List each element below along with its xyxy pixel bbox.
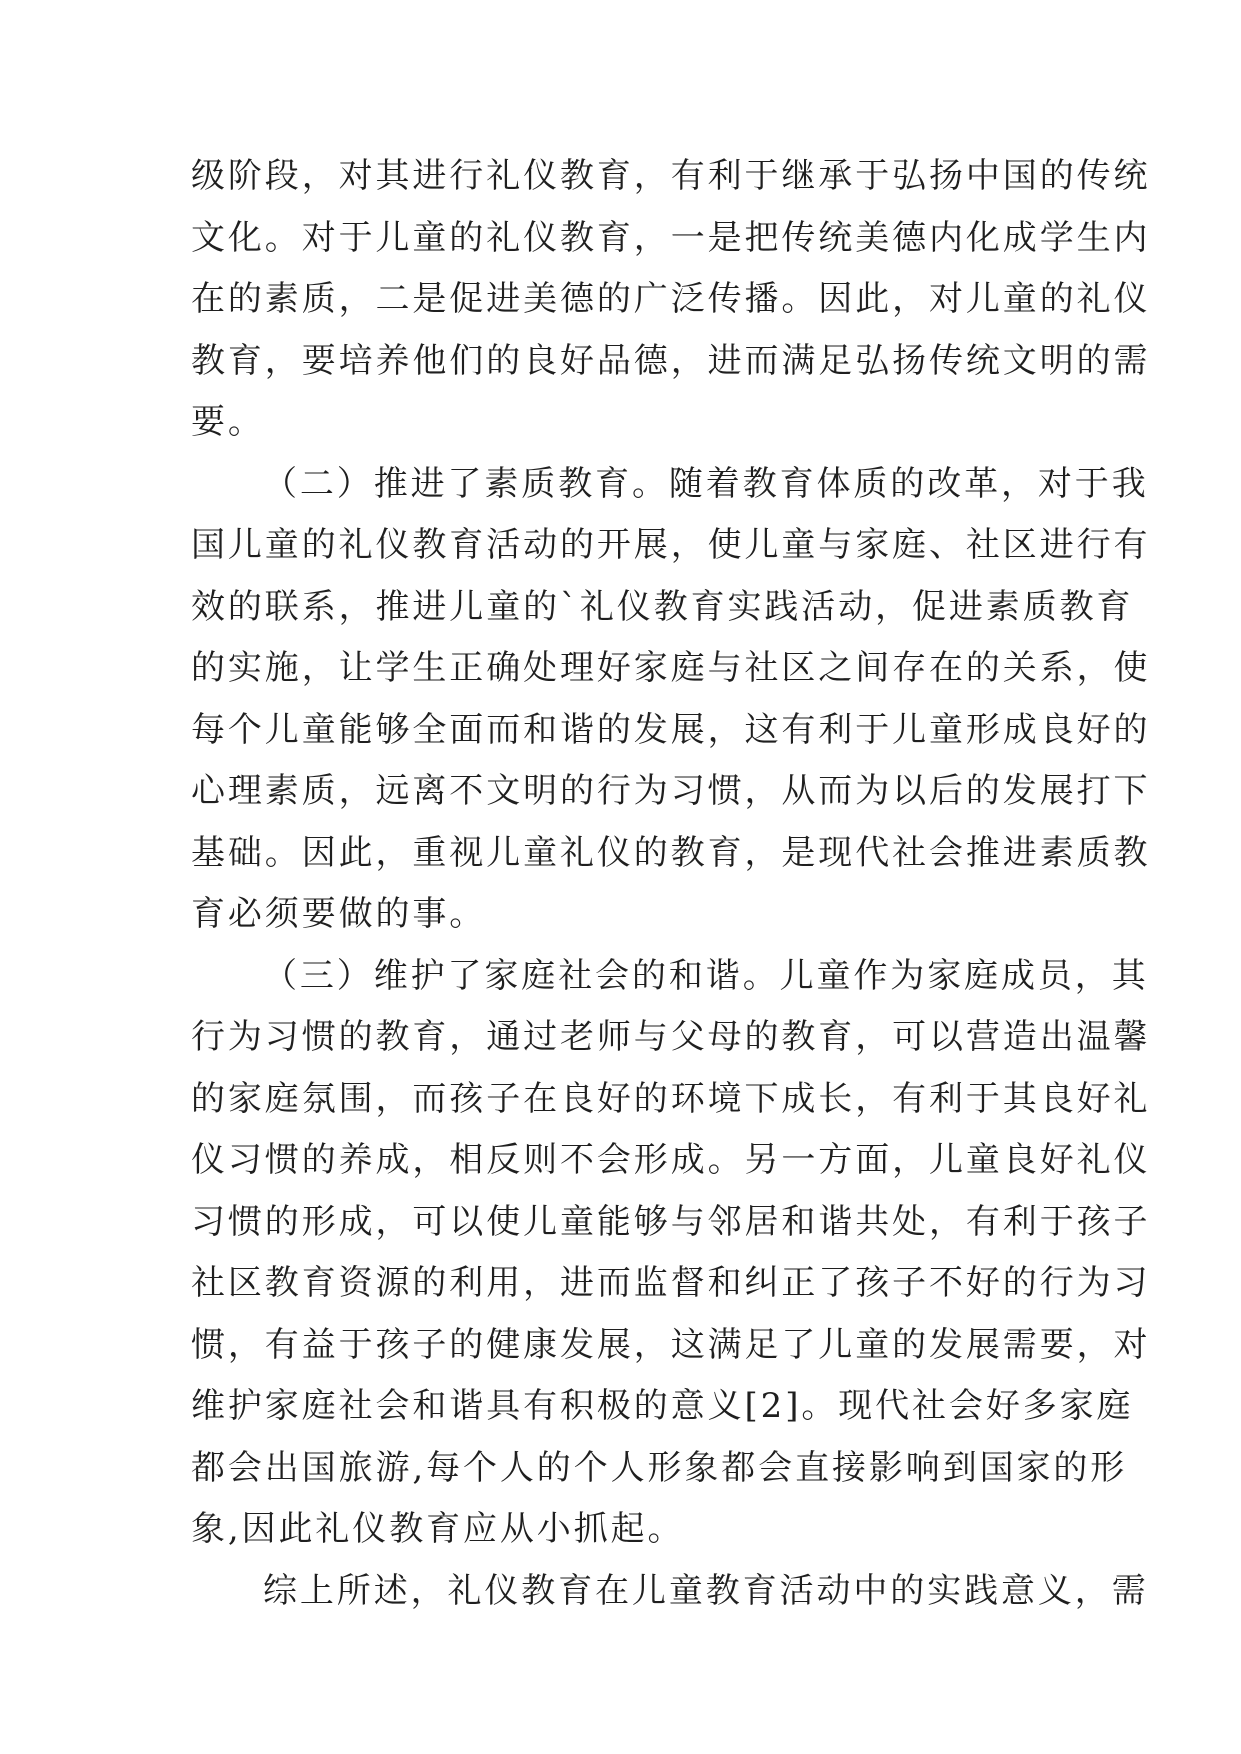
- text-line: 级阶段，对其进行礼仪教育，有利于继承于弘扬中国的传统: [191, 156, 1151, 196]
- text-line: 要。: [191, 402, 265, 442]
- text-line: 育必须要做的事。: [191, 894, 487, 934]
- text-line: 都会出国旅游,每个人的个人形象都会直接影响到国家的形: [191, 1447, 1128, 1488]
- text-line: 习惯的形成，可以使儿童能够与邻居和谐共处，有利于孩子: [191, 1201, 1151, 1242]
- text-line: （二）推进了素质教育。随着教育体质的改革，对于我: [263, 463, 1149, 504]
- text-line: 象,因此礼仪教育应从小抓起。: [191, 1509, 685, 1549]
- text-line: 国儿童的礼仪教育活动的开展，使儿童与家庭、社区进行有: [191, 525, 1151, 565]
- text-line: 每个儿童能够全面而和谐的发展，这有利于儿童形成良好的: [191, 709, 1151, 750]
- text-line: 综上所述，礼仪教育在儿童教育活动中的实践意义，需: [263, 1570, 1149, 1611]
- text-line: 的实施，让学生正确处理好家庭与社区之间存在的关系，使: [191, 648, 1151, 688]
- text-line: （三）维护了家庭社会的和谐。儿童作为家庭成员，其: [263, 955, 1149, 996]
- text-line: 在的素质，二是促进美德的广泛传播。因此，对儿童的礼仪: [191, 279, 1151, 319]
- paragraph-continuation: [191, 146, 1151, 454]
- paragraph-family-harmony: [191, 946, 1151, 1561]
- text-line: 教育，要培养他们的良好品德，进而满足弘扬传统文明的需: [191, 340, 1151, 381]
- text-line: 心理素质，远离不文明的行为习惯，从而为以后的发展打下: [191, 771, 1151, 811]
- text-line: 社区教育资源的利用，进而监督和纠正了孩子不好的行为习: [191, 1263, 1151, 1303]
- text-line: 文化。对于儿童的礼仪教育，一是把传统美德内化成学生内: [191, 217, 1151, 258]
- text-line: 基础。因此，重视儿童礼仪的教育，是现代社会推进素质教: [191, 832, 1151, 873]
- paragraph-summary: [191, 1561, 1149, 1623]
- text-line: 效的联系，推进儿童的`礼仪教育实践活动，促进素质教育: [191, 586, 1134, 627]
- text-line: 仪习惯的养成，相反则不会形成。另一方面，儿童良好礼仪: [191, 1140, 1151, 1180]
- text-line: 行为习惯的教育，通过老师与父母的教育，可以营造出温馨: [191, 1017, 1151, 1057]
- paragraph-quality-education: [191, 454, 1151, 946]
- document-body: [191, 146, 1151, 1622]
- text-line: 惯，有益于孩子的健康发展，这满足了儿童的发展需要，对: [191, 1324, 1151, 1365]
- text-line: 维护家庭社会和谐具有积极的意义[2]。现代社会好多家庭: [191, 1386, 1134, 1426]
- text-line: 的家庭氛围，而孩子在良好的环境下成长，有利于其良好礼: [191, 1078, 1151, 1119]
